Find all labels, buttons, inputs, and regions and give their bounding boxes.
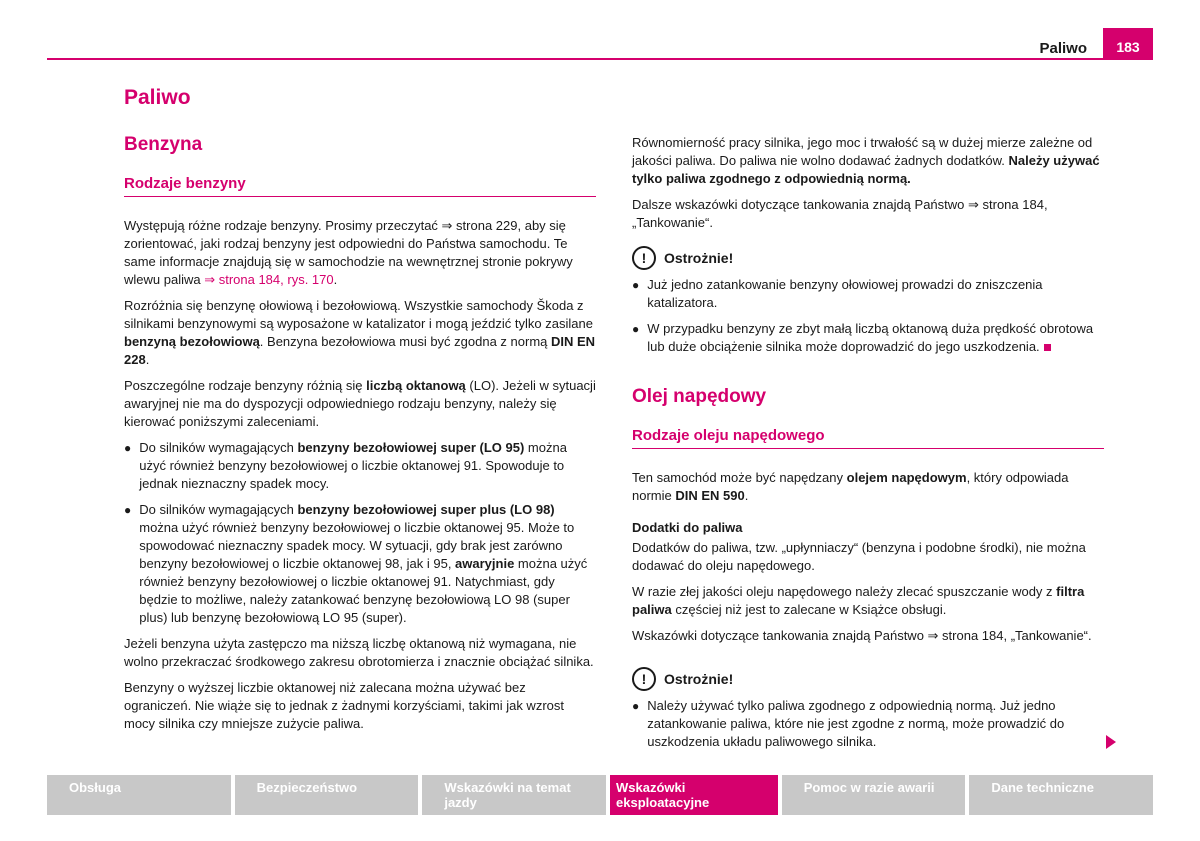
header-rule [47,58,1153,60]
paragraph: Poszczególne rodzaje benzyny różnią się liczbą oktanową (LO). Jeżeli w sytuacji awaryjnej nie ma do dyspozycji odpowiedniego rodzaju benzyny, należy się kierować poniższymi zaleceniami. [124,378,596,429]
paragraph: W razie złej jakości oleju napędowego należy zlecać spuszczanie wody z filtra paliwa częściej niż jest to zalecane w Książce obsługi. [632,584,1085,617]
list-item: ● Do silników wymagających benzyny bezołowiowej super (LO 95) można użyć również benzyny bezołowiowej o liczbie oktanowej 91. Spowoduje to jednak nieznaczny spadek mocy. [124,440,567,491]
exclamation-circle-icon: ! [632,667,656,691]
page-number-box [1103,28,1153,60]
bullet-icon: ● [632,278,640,292]
paragraph: Występują różne rodzaje benzyny. Prosimy przeczytać ⇒ strona 229, aby się zorientować, jaki rodzaj benzyny jest odpowiedni do Państwa samochodu. Te same informacje znajdują się w samochodzie na wewnętrznej stronie pokrywy wlewu paliwa ⇒ strona 184, rys. 170. [124,218,573,287]
bullet-icon: ● [124,441,132,455]
footer-navigation [47,775,1153,815]
nav-tab-obsluga[interactable]: Obsługa [47,775,231,815]
cross-reference-link[interactable]: ⇒ strona 184, rys. 170 [204,272,334,287]
bullet-icon: ● [124,503,132,517]
nav-tab-wskazowki-jazdy[interactable]: Wskazówki na temat jazdy [422,775,606,815]
bullet-icon: ● [632,699,640,713]
next-page-arrow-icon[interactable] [1106,735,1116,749]
chapter-title: Paliwo [124,86,191,109]
nav-tab-dane-techniczne[interactable]: Dane techniczne [969,775,1153,815]
running-header-title: Paliwo [1039,40,1087,57]
paragraph: Jeżeli benzyna użyta zastępczo ma niższą liczbę oktanową niż wymagana, nie wolno przekraczać środkowego zakresu obrotomierza i znacznie obciążać silnika. [124,636,594,669]
right-column [632,134,1104,759]
nav-tab-pomoc[interactable]: Pomoc w razie awarii [782,775,966,815]
list-item: ● Do silników wymagających benzyny bezołowiowej super plus (LO 98) można użyć również benzyny bezołowiowej o liczbie oktanowej 95. Może to spowodować nieznaczny spadek mocy. W sytuacji, gdy brak jest zarówno benzyny bezołowiowej o liczbie oktanowej 98, jak i 95, awaryjnie można użyć również benzyny bezołowiowej o liczbie oktanowej 91. Natychmiast, gdy będzie to możliwe, należy zatankować benzynę bezołowiową LO 98 (super plus) lub benzynę bezołowiową LO 95 (super). [124,502,588,625]
page-number: 183 [1116,39,1140,55]
section-title-benzyna: Benzyna [124,134,203,155]
nav-tab-bezpieczenstwo[interactable]: Bezpieczeństwo [235,775,419,815]
paragraph: Dalsze wskazówki dotyczące tankowania znajdą Państwo ⇒ strona 184, „Tankowanie“. [632,197,1048,230]
list-item: ● W przypadku benzyny ze zbyt małą liczbą oktanową duża prędkość obrotowa lub duże obciążenie silnika może doprowadzić do jego uszkodzenia. [632,321,1094,354]
caution-title: Ostrożnie! [664,671,734,687]
paragraph: Dodatków do paliwa, tzw. „upłynniaczy“ (benzyna i podobne środki), nie można dodawać do oleju napędowego. [632,540,1086,573]
paragraph: Benzyny o wyższej liczbie oktanowej niż zalecana można używać bez ograniczeń. Nie wiąże się to jednak z żadnymi korzyściami, takimi jak wzrost mocy silnika czy mniejsze zużycie paliwa. [124,680,564,731]
section-title-olej-napedowy: Olej napędowy [632,386,767,407]
paragraph: Ten samochód może być napędzany olejem napędowym, który odpowiada normie DIN EN 590. [632,470,1069,503]
list-item: ● Należy używać tylko paliwa zgodnego z odpowiednią normą. Już jedno zatankowanie paliwa, które nie jest zgodne z normą, może prowadzić do uszkodzenia układu paliwowego silnika. [632,698,1065,749]
list-item: ● Już jedno zatankowanie benzyny ołowiowej prowadzi do zniszczenia katalizatora. [632,277,1043,310]
exclamation-circle-icon: ! [632,246,656,270]
bullet-icon: ● [632,322,640,336]
subheading-dodatki: Dodatki do paliwa [632,520,743,535]
paragraph: Wskazówki dotyczące tankowania znajdą Państwo ⇒ strona 184, „Tankowanie“. [632,628,1092,643]
nav-tab-wskazowki-eksploatacyjne[interactable]: Wskazówki eksploatacyjne [610,775,778,815]
left-column [124,84,596,741]
section-end-square-icon [1044,344,1051,351]
paragraph: Rozróżnia się benzynę ołowiową i bezołowiową. Wszystkie samochody Škoda z silnikami benzynowymi są wyposażone w katalizator i mogą jeździć tylko zasilane benzyną bezołowiową. Benzyna bezołowiowa musi być zgodna z normą DIN EN 228. [124,298,596,367]
subsection-title-rodzaje-oleju: Rodzaje oleju napędowego [632,426,1104,449]
caution-header [632,246,1104,270]
caution-title: Ostrożnie! [664,250,734,266]
caution-header [632,667,1104,691]
subsection-title-rodzaje-benzyny: Rodzaje benzyny [124,174,596,197]
paragraph: Równomierność pracy silnika, jego moc i trwałość są w dużej mierze zależne od jakości paliwa. Do paliwa nie wolno dodawać żadnych dodatków. Należy używać tylko paliwa zgodnego z odpowiednią normą. [632,135,1100,186]
